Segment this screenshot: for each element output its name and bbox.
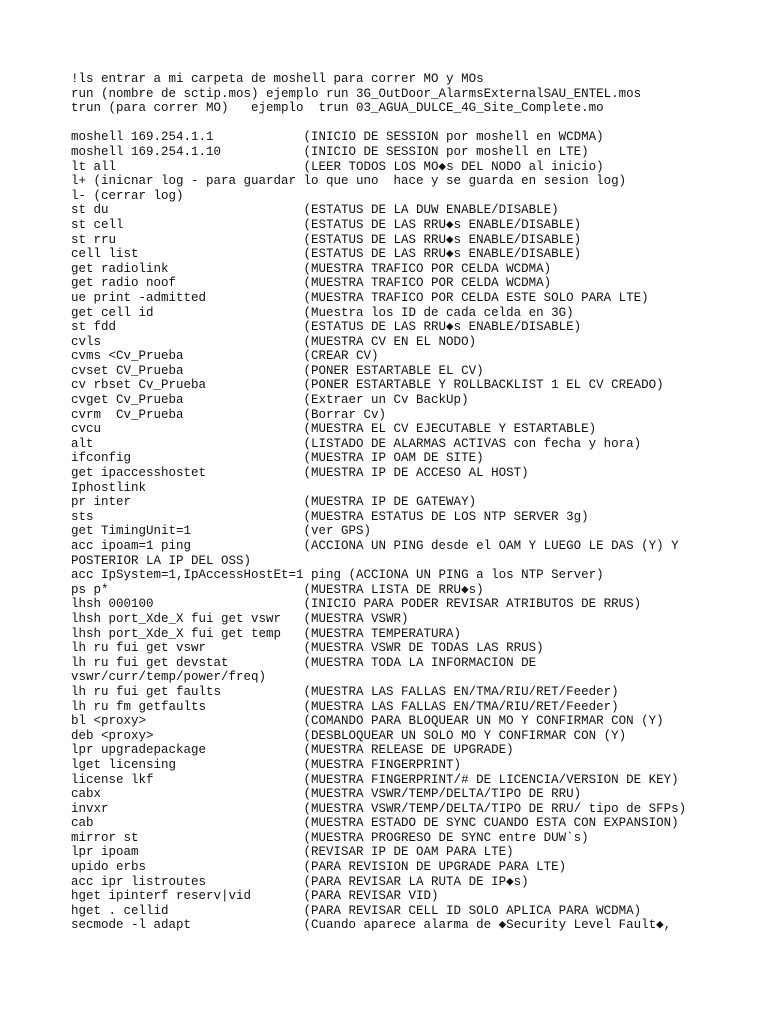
command-line: st du (ESTATUS DE LA DUW ENABLE/DISABLE) [71, 203, 559, 218]
command-line: cv rbset Cv_Prueba (PONER ESTARTABLE Y ROLLBACKLIST 1 EL CV CREADO) [71, 378, 664, 393]
blank-line [71, 116, 751, 131]
command-line: st rru (ESTATUS DE LAS RRU◆s ENABLE/DISABLE) [71, 232, 582, 247]
command-line: cabx (MUESTRA VSWR/TEMP/DELTA/TIPO DE RRU) [71, 787, 582, 802]
command-line: hget . cellid (PARA REVISAR CELL ID SOLO APLICA PARA WCDMA) [71, 903, 642, 918]
command-line: deb <proxy> (DESBLOQUEAR UN SOLO MO Y CONFIRMAR CON (Y) [71, 728, 627, 743]
command-line: lh ru fui get vswr (MUESTRA VSWR DE TODAS LAS RRUS) [71, 641, 544, 656]
command-line: pr inter (MUESTRA IP DE GATEWAY) [71, 495, 477, 510]
command-line: lpr upgradepackage (MUESTRA RELEASE DE UPGRADE) [71, 743, 514, 758]
command-line: l- (cerrar log) [71, 188, 184, 203]
command-line: cvset CV_Prueba (PONER ESTARTABLE EL CV) [71, 363, 484, 378]
command-line: st fdd (ESTATUS DE LAS RRU◆s ENABLE/DISABLE) [71, 320, 582, 335]
command-line: lhsh port_Xde_X fui get temp (MUESTRA TEMPERATURA) [71, 626, 462, 641]
command-line: ue print -admitted (MUESTRA TRAFICO POR CELDA ESTE SOLO PARA LTE) [71, 290, 649, 305]
command-line: cvms <Cv_Prueba (CREAR CV) [71, 349, 379, 364]
text-line: trun (para correr MO) ejemplo trun 03_AGUA_DULCE_4G_Site_Complete.mo [71, 101, 604, 116]
command-line: get radiolink (MUESTRA TRAFICO POR CELDA WCDMA) [71, 261, 552, 276]
command-line: cvrm Cv_Prueba (Borrar Cv) [71, 407, 387, 422]
command-line: cell list (ESTATUS DE LAS RRU◆s ENABLE/DISABLE) [71, 247, 582, 262]
command-line: ifconfig (MUESTRA IP OAM DE SITE) [71, 451, 484, 466]
command-line: upido erbs (PARA REVISION DE UPGRADE PARA LTE) [71, 860, 567, 875]
command-line: cvget Cv_Prueba (Extraer un Cv BackUp) [71, 393, 469, 408]
text-line: !ls entrar a mi carpeta de moshell para correr MO y MOs [71, 72, 484, 86]
command-line: cvls (MUESTRA CV EN EL NODO) [71, 334, 477, 349]
command-line: moshell 169.254.1.10 (INICIO DE SESSION por moshell en LTE) [71, 144, 589, 159]
command-line: Iphostlink [71, 480, 147, 495]
command-line: lpr ipoam (REVISAR IP DE OAM PARA LTE) [71, 845, 514, 860]
command-line: l+ (inicnar log - para guardar lo que uno hace y se guarda en sesion log) [71, 174, 627, 189]
command-line: lh ru fm getfaults (MUESTRA LAS FALLAS EN/TMA/RIU/RET/Feeder) [71, 699, 619, 714]
command-line: ps p* (MUESTRA LISTA DE RRU◆s) [71, 582, 484, 597]
command-line: lget licensing (MUESTRA FINGERPRINT) [71, 757, 462, 772]
command-line: sts (MUESTRA ESTATUS DE LOS NTP SERVER 3g) [71, 509, 589, 524]
command-line: acc ipoam=1 ping (ACCIONA UN PING desde el OAM Y LUEGO LE DAS (Y) Y [71, 539, 679, 553]
command-line: invxr (MUESTRA VSWR/TEMP/DELTA/TIPO DE RRU/ tipo de SFPs) [71, 801, 687, 816]
command-line: get cell id (Muestra los ID de cada celda en 3G) [71, 305, 574, 320]
command-line: alt (LISTADO DE ALARMAS ACTIVAS con fecha y hora) [71, 436, 642, 451]
command-line: lhsh 000100 (INICIO PARA PODER REVISAR ATRIBUTOS DE RRUS) [71, 597, 642, 612]
command-line: acc IpSystem=1,IpAccessHostEt=1 ping (ACCIONA UN PING a los NTP Server) [71, 568, 604, 583]
command-line: vswr/curr/temp/power/freq) [71, 670, 267, 685]
text-body [71, 72, 751, 933]
command-line: get radio noof (MUESTRA TRAFICO POR CELDA WCDMA) [71, 276, 552, 291]
command-line: POSTERIOR LA IP DEL OSS) [71, 553, 252, 568]
command-line: acc ipr listroutes (PARA REVISAR LA RUTA DE IP◆s) [71, 874, 529, 889]
command-line: cab (MUESTRA ESTADO DE SYNC CUANDO ESTA CON EXPANSION) [71, 816, 679, 831]
command-line: bl <proxy> (COMANDO PARA BLOQUEAR UN MO Y CONFIRMAR CON (Y) [71, 714, 664, 729]
command-line: hget ipinterf reserv|vid (PARA REVISAR VID) [71, 889, 439, 904]
command-line: lh ru fui get devstat (MUESTRA TODA LA INFORMACION DE [71, 655, 537, 670]
command-line: mirror st (MUESTRA PROGRESO DE SYNC entre DUW`s) [71, 830, 589, 845]
command-line: moshell 169.254.1.1 (INICIO DE SESSION por moshell en WCDMA) [71, 130, 604, 145]
command-line: cvcu (MUESTRA EL CV EJECUTABLE Y ESTARTABLE) [71, 422, 597, 437]
command-line: lhsh port_Xde_X fui get vswr (MUESTRA VSWR) [71, 611, 409, 626]
command-line: lh ru fui get faults (MUESTRA LAS FALLAS EN/TMA/RIU/RET/Feeder) [71, 684, 619, 699]
text-line: run (nombre de sctip.mos) ejemplo run 3G_OutDoor_AlarmsExternalSAU_ENTEL.mos [71, 86, 642, 101]
command-line: get TimingUnit=1 (ver GPS) [71, 524, 372, 539]
command-line: lt all (LEER TODOS LOS MO◆s DEL NODO al inicio) [71, 159, 604, 174]
command-line: st cell (ESTATUS DE LAS RRU◆s ENABLE/DISABLE) [71, 217, 582, 232]
command-line: secmode -l adapt (Cuando aparece alarma de ◆Security Level Fault◆, [71, 918, 672, 933]
command-line: get ipaccesshostet (MUESTRA IP DE ACCESO AL HOST) [71, 466, 529, 481]
command-line: license lkf (MUESTRA FINGERPRINT/# DE LICENCIA/VERSION DE KEY) [71, 772, 679, 787]
